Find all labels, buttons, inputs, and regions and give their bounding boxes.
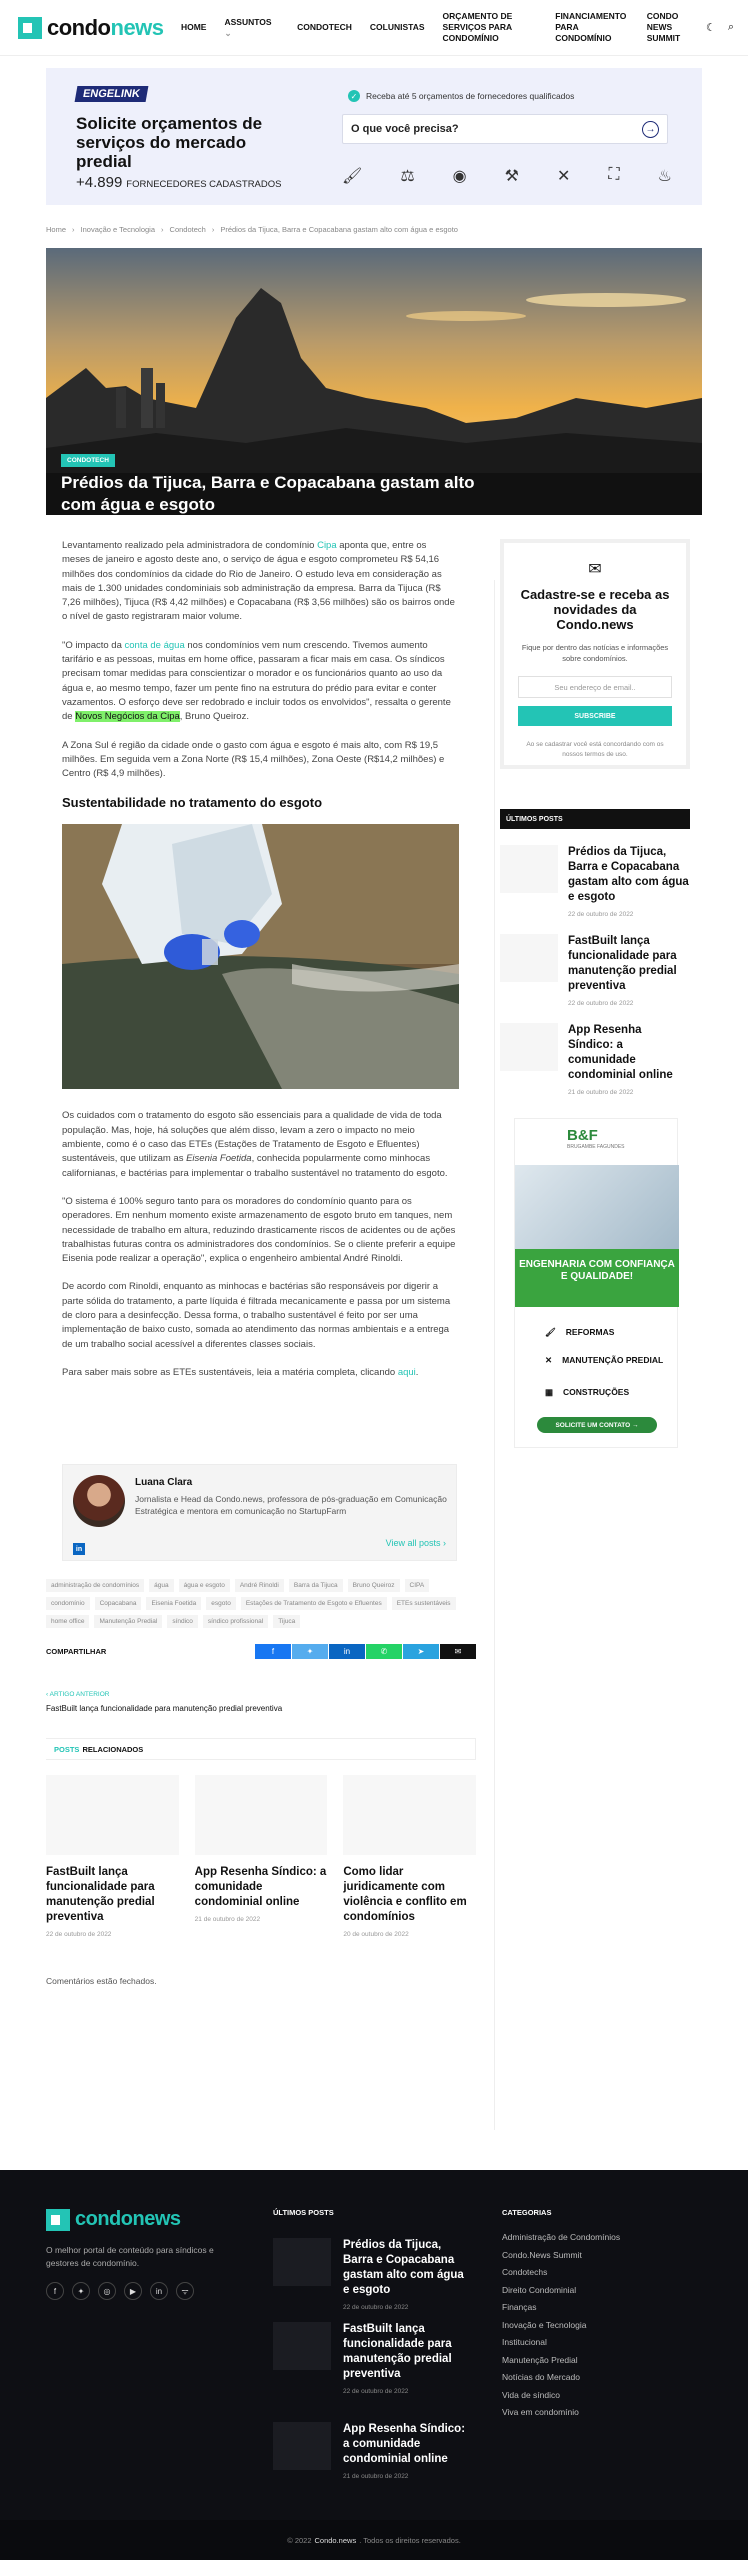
chevron-right-icon: › [211,225,215,234]
footer-logo[interactable]: condonews [46,2208,181,2231]
comments-closed: Comentários estão fechados. [46,1976,157,1987]
paint-roller-icon: 🖌 [342,168,363,185]
building-icon: ▦ [545,1387,554,1397]
newsletter-box [500,539,690,769]
paragraph: Os cuidados com o tratamento do esgoto são essenciais para a qualidade de vida de toda população. Mas, hoje, há soluções que além disso, levam a zero o impacto no meio ambiente, como é o caso das ETEs (Estações de Tratamento de Esgoto e Efluentes) sustentáveis, que utilizam as Eisenia Foetida, conhecida popularmente como minhocas californianas, e bactérias para implementar o trabalho sustentável no tratamento do esgoto. [62,1110,448,1179]
related-card[interactable] [343,1775,476,1938]
footer-description: O melhor portal de conteúdo para síndicos e gestores de condomínio. [46,2245,214,2268]
hero-image [46,248,702,515]
latest-post[interactable] [500,1023,690,1096]
nav-assuntos[interactable]: ASSUNTOS ⌄ [224,16,272,38]
sewage-sampling-photo [62,824,459,1089]
instagram-icon[interactable]: ◎ [98,2282,116,2300]
tag-link[interactable]: André Rinoldi [235,1579,284,1592]
share-label: COMPARTILHAR [46,1647,107,1657]
banner-title: Solicite orçamentos de serviços do mercado predial [76,114,263,171]
footer-post[interactable] [273,2238,473,2311]
article-title: Prédios da Tijuca, Barra e Copacabana gastam alto com água e esgoto [61,473,475,514]
footer-latest-heading: ÚLTIMOS POSTS [273,2208,334,2217]
footer-category-link[interactable]: Viva em condomínio [502,2407,579,2417]
author-name[interactable]: Luana Clara [135,1477,193,1489]
search-icon[interactable]: ⌕ [727,21,734,33]
copyright-link[interactable]: Condo.news [314,2535,357,2545]
latest-post[interactable] [500,845,690,918]
newsletter-subtitle: Fique por dentro das notícias e informações sobre condomínios. [521,643,669,663]
related-date: 21 de outubro de 2022 [194,1916,261,1924]
banner-search-input[interactable]: O que você precisa? → [342,114,668,144]
twitter-share-icon[interactable]: ✦ [292,1644,328,1659]
nav-home[interactable]: HOME [180,22,207,32]
facebook-share-icon[interactable]: f [255,1644,291,1659]
tag-link[interactable]: Estações de Tratamento de Esgoto e Efluentes [241,1597,387,1610]
footer-categories-heading: CATEGORIAS [502,2208,552,2217]
supplier-count: +4.899 FORNECEDORES CADASTRADOS [76,174,282,191]
logo-icon [18,17,42,39]
latest-thumbnail[interactable] [500,934,558,982]
footer-category-list [502,2232,620,2425]
nav-colunistas[interactable]: COLUNISTAS [369,22,425,32]
telegram-share-icon[interactable]: ➤ [403,1644,439,1659]
footer-post-date: 22 de outubro de 2022 [343,2388,409,2395]
related-title[interactable]: FastBuilt lança funcionalidade para manutenção predial preventiva [46,1866,155,1924]
nav-summit[interactable]: CONDO NEWS SUMMIT [646,11,681,43]
email-field[interactable]: Seu endereço de email.. [518,676,672,698]
tag-link[interactable]: esgoto [206,1597,236,1610]
author-bio: Jornalista e Head da Condo.news, professora de pós-graduação em Comunicação Estratégica e mentora em comunicação no StartupFarm [135,1494,447,1517]
latest-thumbnail[interactable] [500,845,558,893]
footer-category-link[interactable]: Finanças [502,2302,537,2312]
footer-category-link[interactable]: Direito Condominial [502,2284,577,2295]
footer-category-link[interactable]: Notícias do Mercado [502,2372,580,2382]
logo-icon [46,2209,70,2231]
nav-orcamento[interactable]: ORÇAMENTO DE SERVIÇOS PARA CONDOMÍNIO [442,11,513,43]
related-card[interactable] [46,1775,179,1938]
latest-title[interactable]: Prédios da Tijuca, Barra e Copacabana gastam alto com água e esgoto [568,846,689,903]
latest-date: 22 de outubro de 2022 [568,911,634,918]
category-badge[interactable]: CONDOTECH [61,454,115,467]
related-posts [46,1738,476,1938]
footer-category-link[interactable]: Administração de Condomínios [502,2232,621,2242]
banner-service-icons [342,166,672,186]
article-photo [62,824,459,1089]
previous-label: ‹ ARTIGO ANTERIOR [46,1691,110,1699]
ad-service: ▦ CONSTRUÇÕES [545,1387,630,1397]
engelink-banner[interactable] [46,68,702,205]
copyright-bar: © 2022 Condo.news . Todos os direitos reservados. [0,2520,748,2560]
site-footer [0,2170,748,2520]
related-date: 20 de outubro de 2022 [343,1931,409,1939]
contact-button[interactable]: SOLICITE UM CONTATO → [537,1417,657,1433]
related-thumbnail[interactable] [343,1775,476,1855]
tag-link[interactable]: Barra da Tijuca [289,1579,343,1592]
breadcrumb-current: Prédios da Tijuca, Barra e Copacabana gastam alto com água e esgoto [220,225,458,234]
linkedin-share-icon[interactable]: in [329,1644,365,1659]
arrow-right-icon[interactable]: → [642,121,659,138]
tag-link[interactable]: Copacabana [95,1597,142,1610]
social-links [46,2282,194,2300]
paragraph: Para saber mais sobre as ETEs sustentáveis, leia a matéria completa, clicando aqui. [62,1366,419,1378]
paragraph: De acordo com Rinoldi, enquanto as minhocas e bactérias são responsáveis por digerir a parte sólida do tratamento, a parte líquida é filtrada mecanicamente e passa por um sistema de cloro para a desinfecção. Dessa forma, o trabalho sustentável é feito por ser uma implementação de baixo custo, somada ao atendimento das normas ambientais e a entrega de um trabalho social acessível a diferentes classes sociais. [62,1281,451,1350]
tag-link[interactable]: Manutenção Predial [94,1615,162,1628]
paragraph: "O impacto da conta de água nos condomínios vem num crescendo. Tivemos aumento tarifário e as pessoas, muitas em home office, passaram a ficar mais em casa. Os síndicos precisam tomar medidas para conscientizar o morador e os funcionários quanto ao uso da água e, ao mesmo tempo, fazer um pente fino na estrutura do prédio para evitar e conter vazamentos. O esforço deve ser redobrado e incluir todos os envolvidos", ressalta o gerente de Novos Negócios da Cipa, Bruno Queiroz. [62,639,451,723]
facebook-icon[interactable]: f [46,2282,64,2300]
chevron-down-icon: ⌄ [224,27,232,38]
breadcrumb-condotech[interactable]: Condotech [169,225,206,234]
sidebar [500,539,690,1986]
dark-mode-icon[interactable]: ☾ [705,22,716,34]
youtube-icon[interactable]: ▶ [124,2282,142,2300]
footer-category-link[interactable]: Vida de síndico [502,2389,560,2400]
tag-link[interactable]: água [149,1579,173,1592]
hammer-icon: ⚒ [504,168,519,185]
tag-link[interactable]: CIPA [405,1579,430,1592]
tools-icon: ✕ [556,168,571,185]
subscribe-button[interactable]: SUBSCRIBE [518,706,672,726]
footer-thumbnail[interactable] [273,2422,331,2470]
article-body [46,539,467,1987]
site-logo[interactable]: condonews [18,15,172,41]
footer-post-title[interactable]: FastBuilt lança funcionalidade para manutenção predial preventiva [343,2323,452,2380]
footer-post[interactable] [273,2322,473,2395]
view-all-posts-link[interactable]: View all posts › [385,1538,446,1549]
related-card[interactable] [195,1775,328,1938]
footer-post-title[interactable]: Prédios da Tijuca, Barra e Copacabana gastam alto com água e esgoto [343,2239,464,2296]
related-thumbnail[interactable] [195,1775,328,1855]
tag-link[interactable]: água e esgoto [179,1579,230,1592]
paragraph: Levantamento realizado pela administradora de condomínio Cipa aponta que, entre os meses de janeiro e agosto deste ano, o serviço de água e esgoto comprometeu R$ 54,16 milhões dos condomínios da cidade do Rio de Janeiro. O estudo leva em consideração as mais de 1.300 unidades condominiais sob administração da empresa. Barra da Tijuca (R$ 7,26 milhões), Tijuca (R$ 4,42 milhões) e Copacabana (R$ 3,56 milhões) são os bairros onde o nível de gasto registraram maior volume. [62,540,455,623]
tag-link[interactable]: administração de condomínios [46,1579,144,1592]
chevron-right-icon: › [161,225,164,234]
tag-link[interactable]: ETEs sustentáveis [392,1597,456,1610]
newsletter-title: Cadastre-se e receba as novidades da Condo.news [520,587,670,632]
footer-thumbnail[interactable] [273,2322,331,2370]
paragraph: "O sistema é 100% seguro tanto para os moradores do condomínio quanto para os operadores. Em nenhum momento existe armazenamento de esgoto bruto em tanques, nem necessidade de trabalho em altura, reduzindo drasticamente riscos de acidentes ou de ações trabalhistas futuras contra os administradores dos condomínios. Se o cliente preferir a equipe Eisenia pode realizar a operação", explica o engenheiro ambiental André Rinoldi. [62,1195,456,1265]
footer-thumbnail[interactable] [273,2238,331,2286]
conta-agua-link[interactable]: conta de água [124,639,185,651]
main-nav [172,11,706,44]
cleaning-icon: ♨ [657,168,672,185]
latest-posts-heading: ÚLTIMOS POSTS [500,809,690,829]
breadcrumb [46,225,702,234]
engelink-logo: ENGELINK [75,86,149,102]
ad-service: ✕ MANUTENÇÃO PREDIAL [545,1355,664,1365]
terms-note: Ao se cadastrar você está concordando com os nossos termos de uso. [526,741,664,758]
footer-post[interactable] [273,2422,473,2480]
tag-link[interactable]: Bruno Queiroz [348,1579,400,1592]
tag-link[interactable]: Tijuca [273,1615,300,1628]
check-icon: ✓ [348,90,360,102]
highlighted-text: Novos Negócios da Cipa [75,711,180,723]
tag-list [46,1579,476,1628]
latest-post[interactable] [500,934,690,1007]
tag-link[interactable]: condomínio [46,1597,90,1610]
tag-link[interactable]: Eisenia Foetida [146,1597,201,1610]
latest-title[interactable]: App Resenha Síndico: a comunidade condominial online [568,1024,673,1081]
rss-icon[interactable]: ᯤ [176,2282,194,2300]
linkedin-icon[interactable]: in [73,1543,85,1555]
avatar[interactable] [73,1475,125,1527]
twitter-icon[interactable]: ✦ [72,2282,90,2300]
ad-logo: B&F BRUGAMBE FAGUNDES [567,1127,625,1150]
whatsapp-share-icon[interactable]: ✆ [366,1644,402,1659]
nav-financiamento[interactable]: FINANCIAMENTO PARA CONDOMÍNIO [555,11,627,43]
column-divider [494,580,495,2130]
ad-service: 🖌 REFORMAS [545,1327,615,1337]
related-heading: POSTS RELACIONADOS [46,1738,476,1760]
breadcrumb-inovacao[interactable]: Inovação e Tecnologia [80,225,156,234]
tools-icon: ✕ [545,1355,553,1365]
related-thumbnail[interactable] [46,1775,179,1855]
author-box [62,1464,457,1561]
related-title[interactable]: App Resenha Síndico: a comunidade condominial online [194,1866,327,1909]
bf-engenharia-ad[interactable] [514,1118,678,1448]
section-heading: Sustentabilidade no tratamento do esgoto [62,795,323,811]
breadcrumb-home[interactable]: Home [46,225,67,234]
chevron-right-icon: › [72,225,75,234]
footer-category-link[interactable]: Manutenção Predial [502,2354,578,2365]
footer-category-link[interactable]: Condotechs [502,2267,548,2277]
related-date: 22 de outubro de 2022 [46,1931,112,1939]
paint-roller-icon: 🖌 [545,1327,556,1337]
footer-post-date: 22 de outubro de 2022 [343,2304,409,2311]
elevator-icon: ⚖ [400,168,415,185]
tag-link[interactable]: home office [46,1615,89,1628]
footer-category-link[interactable]: Condo.News Summit [502,2249,582,2260]
email-share-icon[interactable]: ✉ [440,1644,476,1659]
latest-date: 21 de outubro de 2022 [568,1089,634,1096]
related-title[interactable]: Como lidar juridicamente com violência e conflito em condomínios [343,1866,467,1924]
tag-link[interactable]: síndico profissional [203,1615,268,1628]
paragraph: A Zona Sul é região da cidade onde o gasto com água e esgoto é mais alto, com R$ 19,5 milhões. Em seguida vem a Zona Norte (R$ 15,4 milhões), Zona Oeste (R$14,2 milhões) e Centro (R$ 4,9 milhões). [62,739,445,780]
network-icon: ⛶ [608,166,620,183]
footer-category-link[interactable]: Institucional [502,2337,547,2347]
footer-post-title[interactable]: App Resenha Síndico: a comunidade condominial online [343,2423,466,2465]
aqui-link[interactable]: aqui [397,1366,416,1378]
share-bar [46,1644,476,1659]
latest-title[interactable]: FastBuilt lança funcionalidade para manutenção predial preventiva [568,935,677,992]
banner-benefit: ✓ Receba até 5 orçamentos de fornecedores qualificados [348,90,574,102]
linkedin-icon[interactable]: in [150,2282,168,2300]
latest-thumbnail[interactable] [500,1023,558,1071]
nav-condotech[interactable]: CONDOTECH [297,22,352,32]
footer-post-date: 21 de outubro de 2022 [343,2473,409,2480]
envelope-icon: ✉ [588,561,602,578]
previous-title[interactable]: FastBuilt lança funcionalidade para manutenção predial preventiva [46,1704,283,1714]
latest-date: 22 de outubro de 2022 [568,1000,634,1007]
footer-category-link[interactable]: Inovação e Tecnologia [502,2319,587,2330]
ad-slogan: ENGENHARIA COM CONFIANÇA E QUALIDADE! [515,1249,679,1307]
camera-icon: ◉ [452,168,467,185]
previous-article[interactable] [46,1691,457,1713]
cipa-link[interactable]: Cipa [317,540,337,551]
tag-link[interactable]: síndico [167,1615,198,1628]
site-header [0,0,748,56]
